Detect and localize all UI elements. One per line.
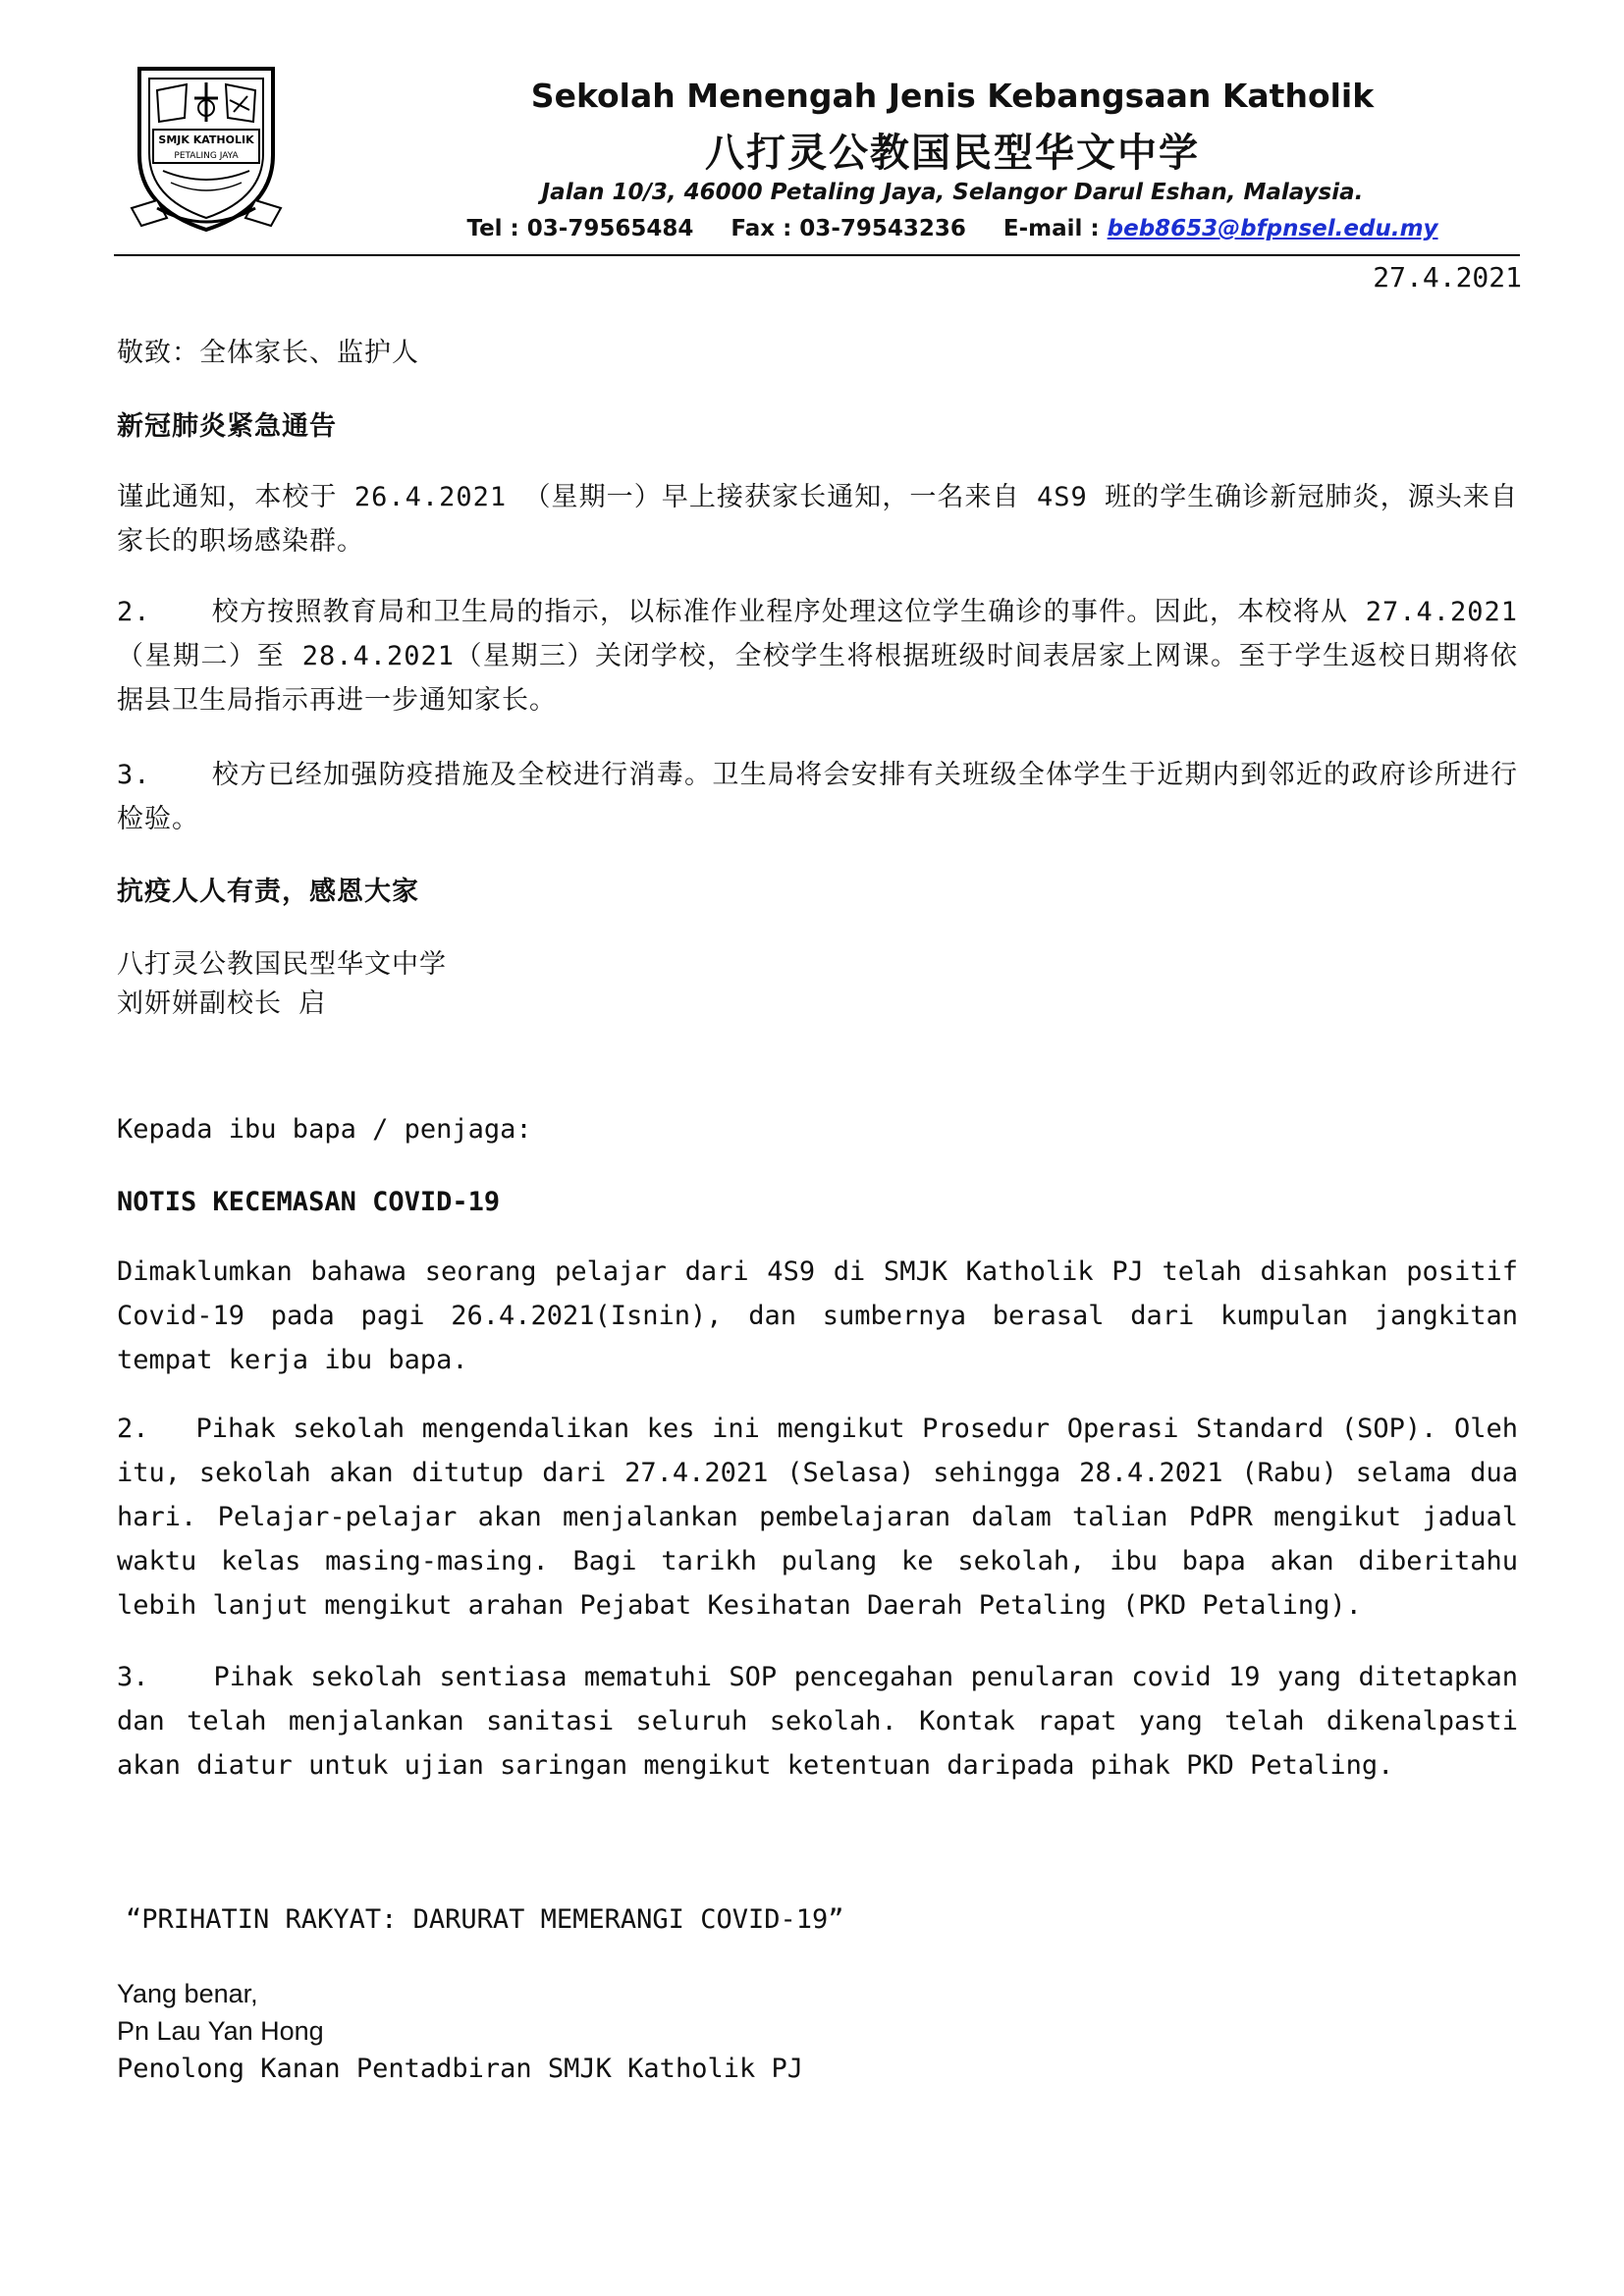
chinese-signature-school: 八打灵公教国民型华文中学: [117, 949, 447, 980]
malay-paragraph-2-block: [117, 1407, 1518, 1628]
chinese-salutation: 敬致：全体家长、监护人: [117, 338, 419, 368]
malay-motto: “PRIHATIN RAKYAT: DARURAT MEMERANGI COVID-19”: [126, 1904, 844, 1935]
malay-signer-name: Pn Lau Yan Hong: [117, 2016, 324, 2046]
chinese-title: 新冠肺炎紧急通告: [117, 411, 337, 442]
contact-line: [344, 216, 1561, 241]
malay-closing: Yang benar,: [117, 1979, 258, 2008]
crest-text-top: SMJK KATHOLIK: [158, 133, 254, 146]
email-link[interactable]: beb8653@bfpnsel.edu.my: [1107, 216, 1438, 241]
malay-paragraph-1: Dimaklumkan bahawa seorang pelajar dari 4S9 di SMJK Katholik PJ telah disahkan positif Covid-19 pada pagi 26.4.2021(Isnin), dan sumbernya berasal dari kumpulan jangkitan tempat kerja ibu bapa.: [117, 1256, 1518, 1375]
crest-text-bottom: PETALING JAYA: [174, 151, 239, 161]
fax: Fax : 03-79543236: [731, 216, 966, 241]
chinese-paragraph-3-number: 3.: [117, 760, 151, 790]
malay-paragraph-3: Pihak sekolah sentiasa mematuhi SOP pencegahan penularan covid 19 yang ditetapkan dan telah menjalankan sanitasi seluruh sekolah. Kontak rapat yang telah dikenalpasti akan diatur untuk ujian saringan mengikut ketentuan daripada pihak PKD Petaling.: [117, 1662, 1518, 1781]
malay-paragraph-2-number: 2.: [117, 1414, 149, 1444]
school-address: Jalan 10/3, 46000 Petaling Jaya, Selangor Darul Eshan, Malaysia.: [541, 180, 1364, 205]
chinese-paragraph-2-number: 2.: [117, 597, 151, 627]
school-name: Sekolah Menengah Jenis Kebangsaan Katholik: [530, 77, 1375, 115]
malay-paragraph-3-block: [117, 1655, 1518, 1788]
malay-salutation: Kepada ibu bapa / penjaga:: [117, 1114, 532, 1145]
malay-title: NOTIS KECEMASAN COVID-19: [117, 1187, 501, 1217]
malay-paragraph-3-number: 3.: [117, 1662, 149, 1692]
letter-date: 27.4.2021: [1373, 261, 1522, 294]
email-label: E-mail :: [1002, 216, 1100, 241]
chinese-paragraph-2-block: [117, 590, 1518, 722]
chinese-paragraph-2: 校方按照教育局和卫生局的指示，以标准作业程序处理这位学生确诊的事件。因此，本校将从 27.4.2021（星期二）至 28.4.2021（星期三）关闭学校，全校学生将根据班级时间表居家上网课。至于学生返校日期将依据县卫生局指示再进一步通知家长。: [117, 597, 1518, 716]
school-chinese-name: 八打灵公教国民型华文中学: [705, 130, 1200, 176]
school-crest-logo: [128, 61, 285, 238]
chinese-paragraph-3-block: [117, 753, 1518, 841]
chinese-slogan: 抗疫人人有责，感恩大家: [117, 877, 419, 907]
chinese-paragraph-1: 谨此通知，本校于 26.4.2021 （星期一）早上接获家长通知，一名来自 4S9 班的学生确诊新冠肺炎，源头来自家长的职场感染群。: [117, 482, 1518, 557]
telephone: Tel : 03-79565484: [466, 216, 694, 241]
chinese-signature-name: 刘妍姘副校长 启: [117, 988, 327, 1019]
malay-signer-title: Penolong Kanan Pentadbiran SMJK Katholik PJ: [117, 2054, 803, 2084]
chinese-paragraph-3: 校方已经加强防疫措施及全校进行消毒。卫生局将会安排有关班级全体学生于近期内到邻近的政府诊所进行检验。: [117, 760, 1518, 834]
malay-paragraph-2: Pihak sekolah mengendalikan kes ini mengikut Prosedur Operasi Standard (SOP). Oleh itu, sekolah akan ditutup dari 27.4.2021 (Selasa) sehingga 28.4.2021 (Rabu) selama dua hari. Pelajar-pelajar akan menjalankan pembelajaran dalam talian PdPR mengikut jadual waktu kelas masing-masing. Bagi tarikh pulang ke sekolah, ibu bapa akan diberitahu lebih lanjut mengikut arahan Pejabat Kesihatan Daerah Petaling (PKD Petaling).: [117, 1414, 1518, 1621]
header-divider: [114, 254, 1520, 256]
